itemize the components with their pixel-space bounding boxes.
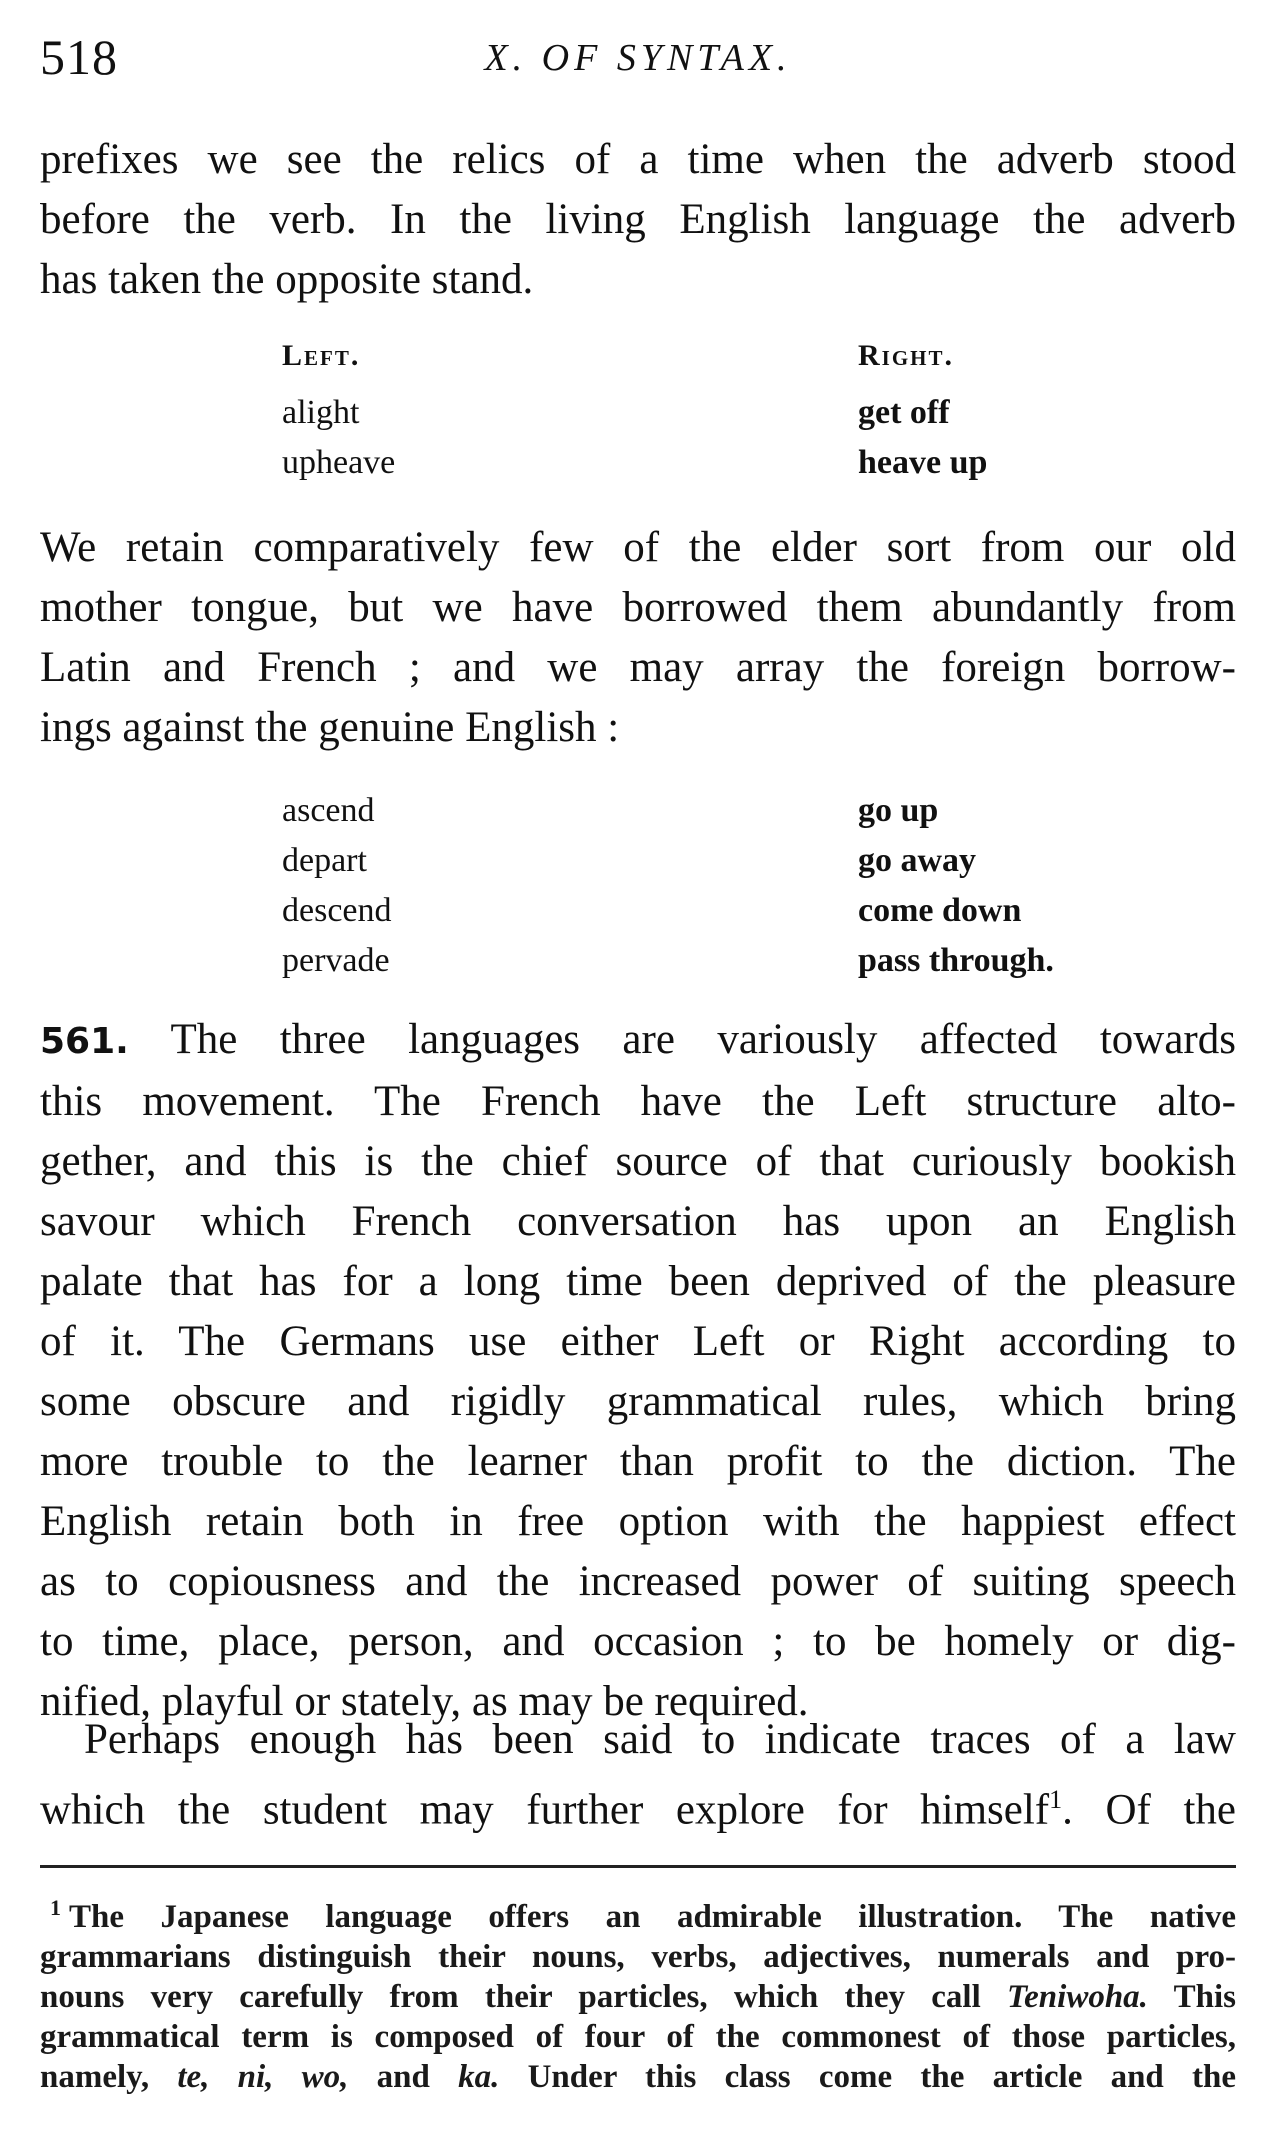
line-text: Perhaps enough has been said to indicate traces of a law [84,1716,1236,1763]
table-cell: ascend [282,792,375,829]
text-line: Latin and French ; and we may array the foreign borrow- [40,644,1236,691]
particle: ni, [237,2059,274,2095]
footnote-mark: 1 [50,1895,61,1920]
text-line: savour which French conversation has upon an English [40,1198,1236,1245]
section-561 [40,1010,1236,1732]
running-head: X. OF SYNTAX. [484,37,792,79]
text-line: of it. The Germans use either Left or Right according to [40,1318,1236,1365]
text-line [40,1710,1236,1770]
footnote-line [40,1888,1236,1937]
table-cell: upheave [282,444,396,481]
footnote-text: and [348,2059,459,2095]
text-line [40,1010,1236,1072]
text-line: palate that has for a long time been deprived of the pleasure [40,1258,1236,1305]
footnote-text: Under this class come the article and the [499,2059,1237,2095]
table-cell: come down [858,892,1022,929]
section-text: The three languages are variously affected towards [170,1016,1236,1063]
footnote-line [40,2057,1236,2097]
footnote-text: namely, [40,2059,178,2095]
footnote-line: grammatical term is composed of four of the commonest of those particles, [40,2019,1236,2055]
japanese-term: Teniwoha. [1007,1979,1148,2015]
text-line: English retain both in free option with the happiest effect [40,1498,1236,1545]
footnote-text: This [1147,1979,1236,2015]
table-cell: descend [282,892,392,929]
table-cell: pass through. [858,942,1054,979]
text-line: has taken the opposite stand. [40,256,534,303]
table-cell: heave up [858,444,988,481]
page-header [40,28,1236,88]
particle: wo, [301,2059,349,2095]
particle: te, [177,2059,210,2095]
footnote-1 [40,1888,1236,2097]
line-text-end: . Of the [1062,1786,1236,1834]
text-line: to time, place, person, and occasion ; to be homely or dig- [40,1618,1236,1665]
footnote-text: The Japanese language offers an admirable illustration. The native [69,1899,1236,1935]
particle: ka. [458,2059,500,2095]
paragraph-borrowings [40,518,1236,758]
text-line: We retain comparatively few of the elder sort from our old [40,524,1236,571]
left-column [282,336,395,488]
table-cell: go up [858,792,939,829]
text-line: nified, playful or stately, as may be required. [40,1678,809,1725]
text-line: some obscure and rigidly grammatical rules, which bring [40,1378,1236,1425]
footnote-text: nouns very carefully from their particles, which they call [40,1979,1008,2015]
right-heading: Right. [858,339,955,372]
text-line: mother tongue, but we have borrowed them abundantly from [40,584,1236,631]
text-line: this movement. The French have the Left structure alto- [40,1078,1236,1125]
paragraph-perhaps [40,1710,1236,1840]
left-heading: Left. [282,339,361,372]
page-number: 518 [40,29,118,85]
table-cell: pervade [282,942,390,979]
table-cell: get off [858,394,950,431]
text-line: prefixes we see the relics of a time when the adverb stood [40,136,1236,183]
footnote-rule [40,1865,1236,1868]
paragraph-prefixes [40,130,1236,310]
footnote-line [40,1977,1236,2017]
footnote-line: grammarians distinguish their nouns, verbs, adjectives, numerals and pro- [40,1939,1236,1975]
text-line: ings against the genuine English : [40,704,620,751]
text-line: before the verb. In the living English language the adverb [40,196,1236,243]
table-cell: alight [282,394,360,431]
footnote-reference[interactable]: 1 [1049,1785,1063,1814]
section-number: 561. [40,1021,129,1062]
right-column [858,336,987,488]
table-cell: depart [282,842,367,879]
right-column [858,786,1054,986]
text-line: more trouble to the learner than profit to the diction. The [40,1438,1236,1485]
text-line: gether, and this is the chief source of that curiously bookish [40,1138,1236,1185]
text-line [40,1770,1236,1840]
text-line: as to copiousness and the increased power of suiting speech [40,1558,1236,1605]
table-cell: go away [858,842,977,879]
line-text: which the student may further explore for himself [40,1786,1050,1834]
left-column [282,786,392,986]
